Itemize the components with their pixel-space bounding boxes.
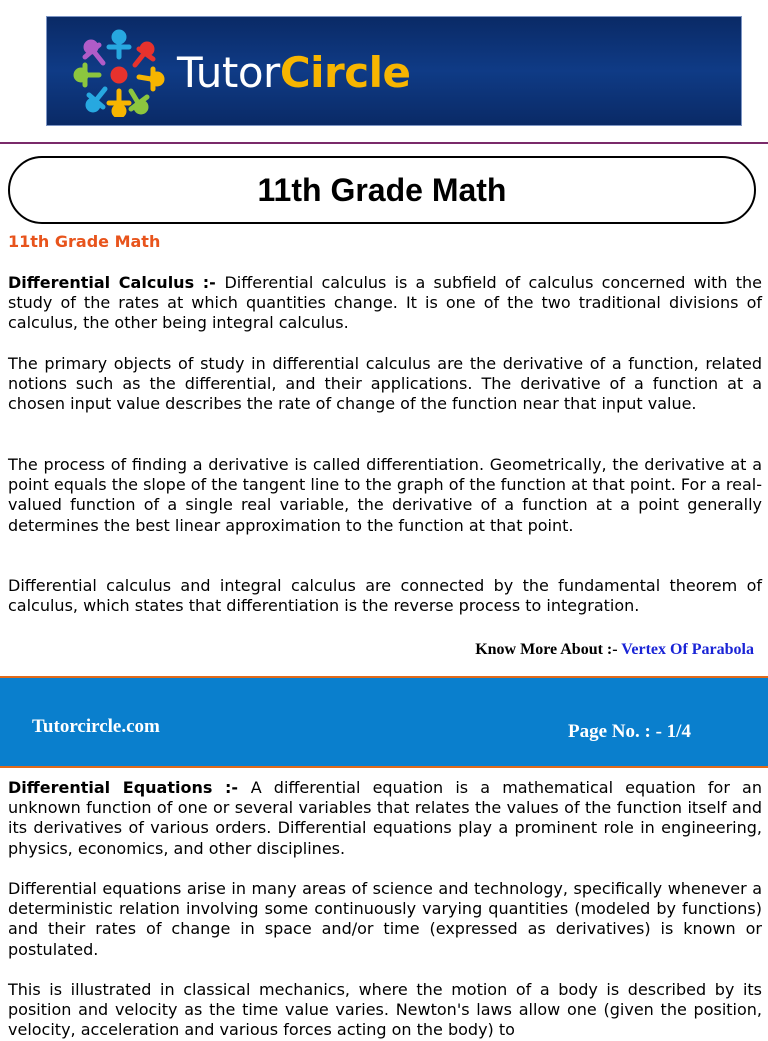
know-more-label: Know More About :- xyxy=(475,641,622,658)
people-circle-icon xyxy=(69,27,169,117)
header-divider xyxy=(0,142,768,144)
vertex-of-parabola-link[interactable]: Vertex Of Parabola xyxy=(621,641,754,658)
title-box xyxy=(8,156,756,224)
logo-word-circle: Circle xyxy=(279,48,411,97)
lead-term-calculus: Differential Calculus :- xyxy=(8,273,225,292)
paragraph-classical-mechanics: This is illustrated in classical mechanics, where the motion of a body is described by its position and velocity as the time value varies. Newton's laws allow one (given the position, velocity, acceleration and various forces acting on the body) to xyxy=(8,980,762,1040)
site-name[interactable]: Tutorcircle.com xyxy=(32,716,160,737)
paragraph-text: Differential calculus is a subfield of calculus concerned with the study of the rates at which quantities change. It is one of the two traditional divisions of calculus, the other being integral calculus. xyxy=(8,273,762,333)
logo-wordmark xyxy=(177,45,411,101)
subheading: 11th Grade Math xyxy=(8,232,161,251)
footer-bar xyxy=(0,676,768,768)
header-banner xyxy=(46,16,742,126)
page-title: 11th Grade Math xyxy=(257,171,507,208)
lead-term-equations: Differential Equations :- xyxy=(8,778,251,797)
page-number: Page No. : - 1/4 xyxy=(568,721,691,742)
paragraph-differentiation: The process of finding a derivative is called differentiation. Geometrically, the derivative at a point equals the slope of the tangent line to the graph of the function at that point. For a real-valued function of a single real variable, the derivative of a function at a point generally determines the best linear approximation to the function at that point. xyxy=(8,455,762,535)
paragraph-text: A differential equation is a mathematical equation for an unknown function of one or several variables that relates the values of the function itself and its derivatives of various orders. Differential equations play a prominent role in engineering, physics, economics, and other disciplines. xyxy=(8,778,763,858)
paragraph-science-technology: Differential equations arise in many areas of science and technology, specifically whenever a deterministic relation involving some continuously varying quantities (modeled by functions) and their rates of change in space and/or time (expressed as derivatives) is known or postulated. xyxy=(8,879,762,959)
know-more xyxy=(475,641,754,659)
paragraph-calculus-intro xyxy=(8,273,762,334)
paragraph-differential-equations xyxy=(8,778,762,859)
logo-word-tutor: Tutor xyxy=(177,48,280,97)
paragraph-fundamental-theorem: Differential calculus and integral calculus are connected by the fundamental theorem of calculus, which states that differentiation is the reverse process to integration. xyxy=(8,576,762,616)
paragraph-primary-objects: The primary objects of study in differential calculus are the derivative of a function, related notions such as the differential, and their applications. The derivative of a function at a chosen input value describes the rate of change of the function near that input value. xyxy=(8,354,762,414)
